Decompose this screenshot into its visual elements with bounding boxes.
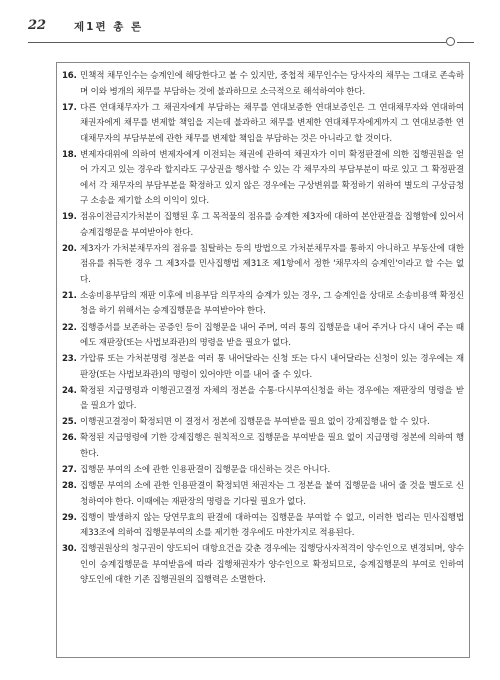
header-rule — [28, 42, 446, 43]
list-item-text: 변제자대위에 의하여 변제자에게 이전되는 채권에 관하여 채권자가 이미 확정판결에 의한 집행권원을 얻어 가지고 있는 경우라 할지라도 구상권을 행사할 수 있는 각 채무자의 부담부분이 따로 있고 그 확정판결에서 각 채무자의 부담부분을 확정하고 있지 않은 경우에는 구상변위를 확정하기 위하여 별도의 구상금청구 소송을 제기할 소의 이익이 있다. — [80, 149, 464, 207]
list-item-text: 확정된 지급명령에 기한 강제집행은 원칙적으로 집행문을 부여받을 필요 없이 지급명령 정본에 의하여 행한다. — [80, 433, 464, 459]
list-item-number: 27. — [62, 465, 77, 476]
list-item-text: 점유이전금지가처분이 집행된 후 그 목적물의 점유를 승계한 제3자에 대하여 본안판결을 집행함에 있어서 승계집행문을 부여받아야 한다. — [80, 212, 464, 238]
list-item — [62, 511, 464, 542]
page-number: 22 — [28, 18, 47, 33]
list-item — [62, 431, 464, 462]
list-item-text: 집행문 부여의 소에 관한 인용판결이 집행문을 대신하는 것은 아니다. — [80, 465, 331, 476]
list-item-text: 소송비용부담의 재판 이후에 비용부담 의무자의 승계가 있는 경우, 그 승계인을 상대로 소송비용액 확정신청을 하기 위해서는 승계집행문을 부여받아야 한다. — [80, 290, 464, 317]
list-item-text: 집행문 부여의 소에 관한 인용판결이 확정되면 채권자는 그 정본을 붙여 집행문을 내어 줄 것을 별도로 신청하여야 한다. 이때에는 재판장의 명령을 기다릴 필요가 없다. — [80, 481, 464, 507]
list-item-number: 25. — [62, 417, 77, 428]
list-item-number: 17. — [62, 102, 77, 113]
list-item-number: 22. — [62, 322, 77, 333]
list-item — [62, 463, 464, 479]
list-item-text: 집행증서를 보존하는 공증인 등이 집행문을 내어 주며, 여러 통의 집행문을 내어 주거나 다시 내어 주는 때에도 재판장(또는 사법보좌관)의 명령을 받을 필요가 없다. — [80, 322, 464, 349]
list-item — [62, 69, 464, 100]
list-item-number: 18. — [62, 149, 77, 160]
list-item-text: 집행권원상의 청구권이 양도되어 대항요건을 갖춘 경우에는 집행당사자적격이 양수인으로 변경되며, 양수인이 승계집행문을 부여받음에 따라 집행채권자가 양수인으로 확정되므로, 승계집행문의 부여로 인하여 양도인에 대한 기존 집행권원의 집행력은 소멸한다. — [80, 544, 464, 586]
list-item — [62, 148, 464, 210]
list-item-text: 다른 연대채무자가 그 채권자에게 부담하는 채무를 연대보증한 연대보증인은 그 연대채무자와 연대하여 채권자에게 채무를 변제할 책임을 지는데 불과하고 채무를 변제한 연대채무자에게까지 그 연대보증한 연대채무자의 부담부분에 관한 채무를 변제할 책임을 부담하는 것은 아니라고 할 것이다. — [80, 102, 464, 144]
list-item — [62, 542, 464, 589]
list-item-text: 가압류 또는 가처분명령 정본을 여러 통 내어달라는 신청 또는 다시 내어달라는 신청이 있는 경우에는 재판장(또는 사법보좌관)의 명령이 있어야만 이를 내어 줄 수 있다. — [80, 354, 464, 380]
list-item-number: 20. — [62, 243, 77, 254]
list-item — [62, 101, 464, 148]
chapter-title: 제1편 총 론 — [74, 21, 144, 33]
list-item-text: 제3자가 가처분채무자의 점유를 침탈하는 등의 방법으로 가처분채무자를 통하지 아니하고 부동산에 대한 점유를 취득한 경우 그 제3자를 민사집행법 제31조 제1항에서 정한 '채무자의 승계인'이라고 할 수는 없다. — [80, 243, 464, 285]
list-item-number: 24. — [62, 385, 77, 396]
list-item — [62, 479, 464, 510]
list-item — [62, 289, 464, 320]
list-item — [62, 321, 464, 352]
list-item-number: 16. — [62, 71, 77, 81]
numbered-list — [62, 69, 464, 589]
list-item — [62, 210, 464, 241]
list-item-number: 26. — [62, 433, 77, 444]
list-item-number: 19. — [62, 212, 77, 223]
list-item — [62, 242, 464, 289]
list-item-number: 30. — [62, 544, 77, 555]
page-header — [28, 18, 474, 44]
list-item — [62, 384, 464, 415]
list-item-number: 23. — [62, 354, 77, 365]
list-item-text: 민책적 채무인수는 승계인에 해당한다고 볼 수 있지만, 중첩적 채무인수는 당사자의 채무는 그대로 존속하며 이와 병개의 채무를 부담하는 것에 불과하므로 소극적으로 해석하여야 한다. — [80, 71, 464, 97]
list-item-number: 29. — [62, 512, 77, 523]
list-item-number: 28. — [62, 481, 77, 492]
list-item — [62, 352, 464, 383]
list-item-number: 21. — [62, 290, 77, 301]
list-item-text: 이행권고결정이 확정되면 이 결정서 정본에 집행문을 부여받을 필요 없이 강제집행을 할 수 있다. — [80, 417, 430, 428]
list-item — [62, 415, 464, 431]
list-item-text: 확정된 지급명령과 이행권고결정 자체의 정본을 수통·다시부여신청을 하는 경우에는 재판장의 명령을 받을 필요가 없다. — [80, 385, 464, 412]
header-rule-tail — [457, 42, 474, 43]
list-item-text: 집행이 발생하지 않는 당연무효의 판결에 대하여는 집행문을 부여할 수 없고, 이러한 법리는 민사집행법 제33조에 의하여 집행문부여의 소를 제기한 경우에도 마찬가지로 적용된다. — [80, 512, 464, 539]
header-rule-ornament — [446, 37, 455, 46]
